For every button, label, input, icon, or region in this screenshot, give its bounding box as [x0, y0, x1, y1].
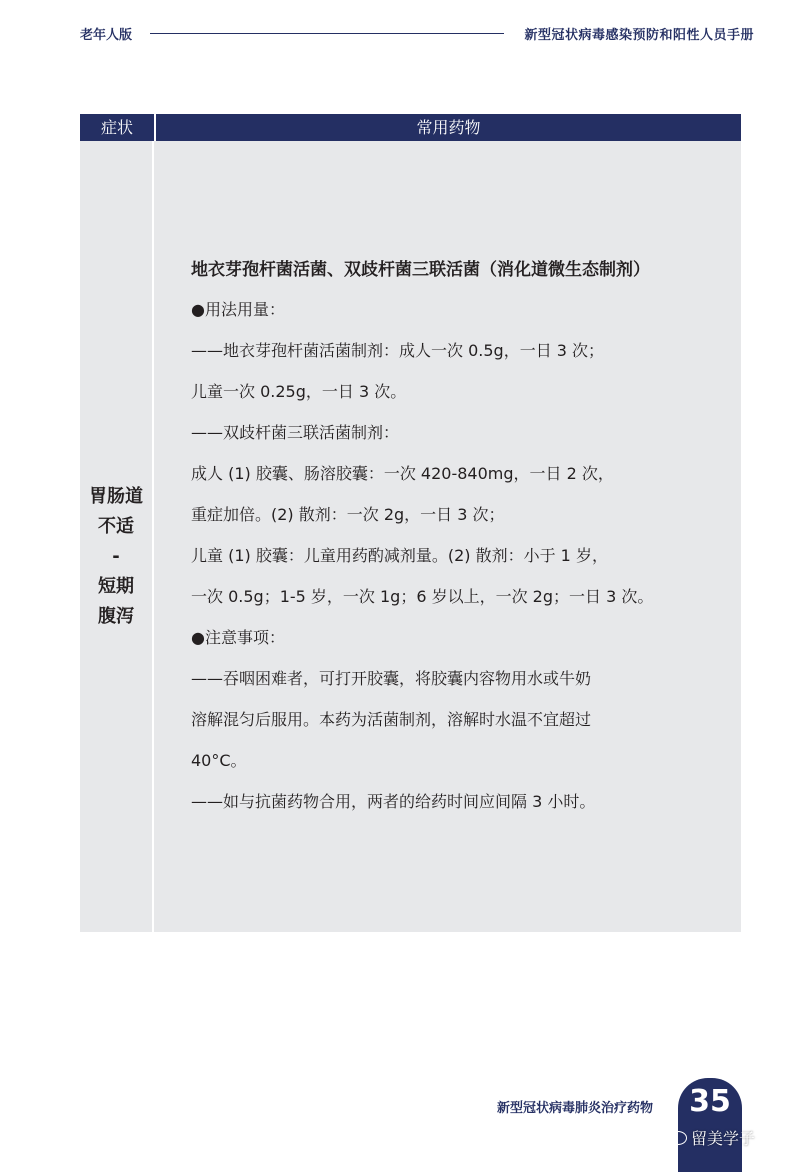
wechat-icon: [669, 1131, 687, 1145]
column-header-symptom: 症状: [80, 114, 156, 141]
medicine-text-line: 成人 (1) 胶囊、肠溶胶囊：一次 420-840mg，一日 2 次，: [191, 464, 614, 483]
medicine-text-line: 一次 0.5g；1-5 岁，一次 1g；6 岁以上，一次 2g；一日 3 次。: [191, 587, 654, 606]
symptom-line: -: [112, 545, 120, 567]
page-number: 35: [689, 1084, 731, 1119]
column-header-medicine: 常用药物: [416, 118, 481, 137]
medicine-text-line: ——如与抗菌药物合用，两者的给药时间应间隔 3 小时。: [191, 792, 596, 811]
symptom-line: 短期: [98, 575, 134, 597]
medicine-text-line: ●用法用量：: [191, 300, 285, 319]
medicine-text-line: 儿童一次 0.25g，一日 3 次。: [191, 382, 407, 401]
footer-section-title: 新型冠状病毒肺炎治疗药物: [497, 1101, 654, 1116]
medicine-text-line: 溶解混匀后服用。本药为活菌制剂，溶解时水温不宜超过: [191, 710, 592, 729]
medicine-text-line: ——双歧杆菌三联活菌制剂：: [191, 423, 400, 442]
symptom-cell: [80, 141, 154, 932]
medicine-text-line: ——地衣芽孢杆菌活菌制剂：成人一次 0.5g，一日 3 次；: [191, 341, 605, 360]
medicine-text-line: ●注意事项：: [191, 628, 285, 647]
symptom-line: 胃肠道: [89, 485, 143, 507]
medicine-table: [80, 114, 741, 932]
header-left-label: 老年人版: [80, 28, 133, 43]
table-header: [80, 114, 741, 141]
medicine-text-line: 40°C。: [191, 751, 247, 770]
watermark: [669, 1126, 755, 1149]
table-row: [80, 141, 741, 932]
medicine-text-line: 重症加倍。(2) 散剂：一次 2g，一日 3 次；: [191, 505, 505, 524]
header-rule: [150, 33, 504, 34]
medicine-text-line: 儿童 (1) 胶囊：儿童用药酌减剂量。(2) 散剂：小于 1 岁，: [191, 546, 608, 565]
symptom-line: 不适: [98, 515, 134, 537]
watermark-text: 留美学子: [691, 1129, 756, 1148]
drug-title: 地衣芽孢杆菌活菌、双歧杆菌三联活菌（消化道微生态制剂）: [191, 260, 650, 280]
medicine-cell: [154, 141, 741, 932]
symptom-line: 腹泻: [98, 605, 134, 627]
medicine-text-line: ——吞咽困难者，可打开胶囊，将胶囊内容物用水或牛奶: [191, 669, 592, 688]
header-right-title: 新型冠状病毒感染预防和阳性人员手册: [524, 28, 754, 43]
